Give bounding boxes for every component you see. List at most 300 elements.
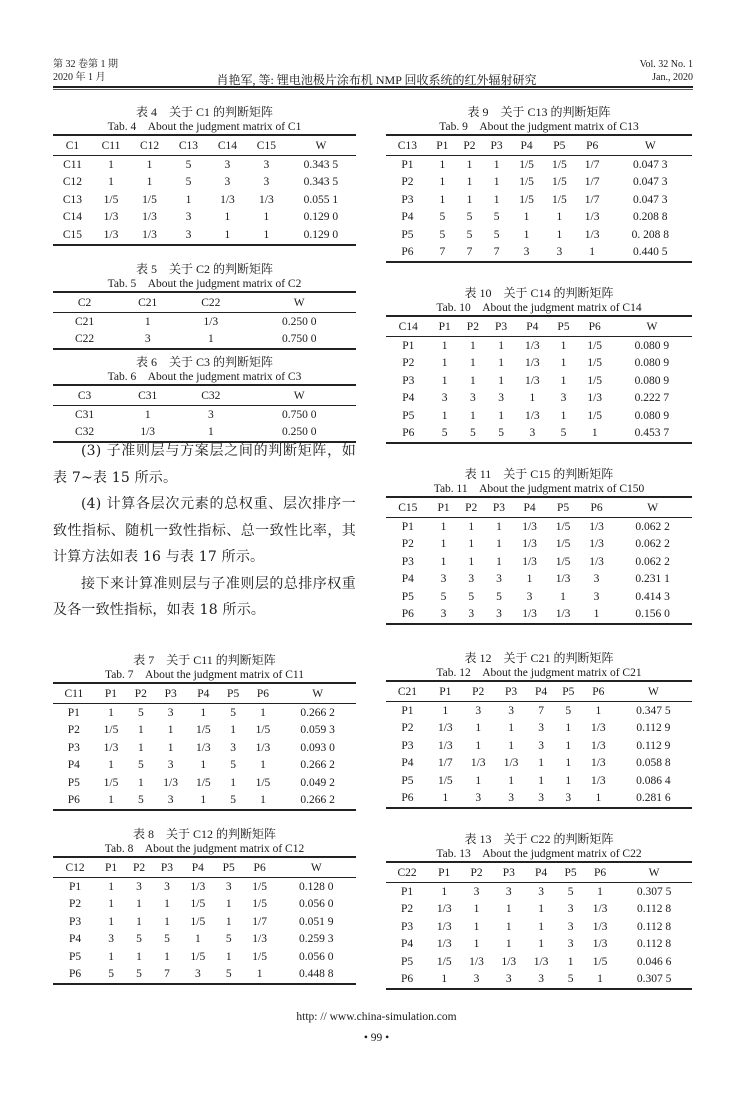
matrix-cell: 1: [538, 903, 544, 916]
column-header: P3: [492, 501, 506, 514]
matrix-cell: 1/5: [555, 555, 571, 568]
weight-cell: 0. 208 8: [631, 228, 669, 241]
matrix-cell: 5: [468, 590, 475, 603]
matrix-cell: 1: [207, 426, 214, 439]
matrix-cell: 1: [144, 408, 151, 421]
judgment-matrix: [386, 496, 692, 625]
matrix-cell: 1/3: [522, 555, 537, 568]
column-header: C15: [398, 501, 418, 514]
matrix-cell: 3: [225, 880, 232, 893]
matrix-cell: 1: [207, 333, 214, 346]
matrix-cell: 1: [498, 374, 504, 387]
matrix-cell: 1/3: [522, 608, 537, 621]
matrix-cell: 5: [137, 794, 144, 807]
table-header-row: [53, 857, 356, 878]
table-row: [386, 971, 692, 990]
row-label: P1: [400, 885, 414, 898]
matrix-cell: 5: [137, 759, 144, 772]
matrix-cell: 1/5: [252, 880, 267, 893]
date-cn: 2020 年 1 月: [53, 72, 106, 83]
table-header-row: [386, 135, 692, 156]
matrix-cell: 3: [224, 176, 231, 189]
matrix-cell: 1: [565, 774, 572, 787]
matrix-cell: 1/5: [552, 193, 567, 206]
matrix-cell: 1/5: [103, 724, 119, 737]
matrix-cell: 1/5: [195, 724, 211, 737]
matrix-cell: 1/3: [589, 520, 604, 533]
matrix-cell: 1/3: [140, 426, 156, 439]
matrix-cell: 1: [560, 339, 567, 352]
table-row: [53, 722, 356, 740]
table-row: [386, 936, 692, 954]
row-label: P3: [67, 741, 80, 754]
matrix-cell: 1/3: [522, 538, 537, 551]
matrix-cell: 3: [496, 608, 502, 621]
table-row: [53, 704, 356, 722]
row-label: P1: [68, 880, 82, 893]
matrix-cell: 3: [505, 885, 512, 898]
matrix-cell: 1: [230, 724, 236, 737]
matrix-cell: 1/3: [524, 357, 540, 370]
table-header-row: [386, 497, 692, 518]
matrix-cell: 5: [230, 759, 236, 772]
row-label: P3: [400, 920, 414, 933]
matrix-cell: 1: [508, 739, 514, 752]
matrix-cell: 1: [441, 409, 448, 422]
column-header: W: [293, 389, 305, 402]
table-row: [53, 878, 356, 896]
matrix-cell: 3: [108, 933, 114, 946]
column-header: C14: [217, 139, 238, 152]
matrix-cell: 5: [565, 704, 572, 717]
matrix-cell: 1/5: [587, 339, 603, 352]
weight-cell: 0.448 8: [299, 968, 334, 981]
matrix-cell: 1/5: [587, 357, 603, 370]
matrix-cell: 1: [225, 915, 232, 928]
row-label: P3: [68, 915, 82, 928]
table-row: [386, 918, 692, 936]
table-row: [386, 355, 692, 373]
table-row: [386, 953, 692, 971]
weight-cell: 0.062 2: [635, 555, 670, 568]
matrix-cell: 1/7: [584, 193, 600, 206]
matrix-cell: 1: [556, 228, 563, 241]
table-caption-en: Tab. 6 About the judgment matrix of C3: [107, 371, 302, 383]
matrix-cell: 1: [230, 776, 236, 789]
matrix-cell: 3: [470, 392, 476, 405]
matrix-cell: 1/5: [103, 776, 119, 789]
matrix-cell: 3: [567, 903, 574, 916]
matrix-cell: 5: [136, 968, 142, 981]
matrix-cell: 1/5: [592, 955, 608, 968]
row-label: P4: [67, 759, 80, 772]
table-caption-en: Tab. 11 About the judgment matrix of C150: [433, 483, 645, 495]
weight-cell: 0.250 0: [281, 426, 317, 439]
weight-cell: 0.051 9: [299, 915, 334, 928]
row-label: P6: [402, 427, 415, 440]
paragraph-4: (4) 计算各层次元素的总权重、层次排序一致性指标、随机一致性指标、总一致性比率，其计算方法如表 16 与表 17 所示。: [53, 496, 356, 565]
matrix-cell: 5: [466, 228, 473, 241]
row-label: C21: [74, 315, 95, 328]
weight-cell: 0.208 8: [633, 211, 668, 224]
matrix-cell: 3: [496, 573, 502, 586]
matrix-cell: 1/3: [252, 933, 267, 946]
matrix-cell: 1/5: [552, 176, 567, 189]
matrix-cell: 7: [439, 246, 446, 259]
row-label: P5: [401, 774, 414, 787]
matrix-cell: 5: [560, 427, 567, 440]
column-header: P4: [535, 685, 548, 698]
row-label: P4: [401, 573, 414, 586]
table-row: [386, 553, 692, 571]
row-label: P6: [401, 608, 414, 621]
weight-cell: 0.343 5: [303, 176, 339, 189]
matrix-cell: 5: [440, 590, 447, 603]
matrix-cell: 1: [441, 339, 448, 352]
row-label: P4: [400, 938, 414, 951]
table-row: [386, 209, 692, 227]
column-header: P6: [590, 501, 603, 514]
weight-cell: 0.440 5: [633, 246, 668, 259]
row-label: P6: [401, 792, 414, 805]
table-row: [53, 896, 356, 914]
table-8: [53, 827, 356, 985]
matrix-cell: 3: [468, 573, 475, 586]
matrix-cell: 5: [470, 427, 476, 440]
column-header: W: [644, 139, 656, 152]
table-row: [386, 772, 692, 790]
weight-cell: 0.093 0: [300, 741, 335, 754]
row-label: C12: [62, 176, 83, 189]
matrix-cell: 1: [505, 920, 512, 933]
matrix-cell: 1: [137, 776, 144, 789]
matrix-cell: 1: [508, 774, 514, 787]
table-header-row: [53, 385, 356, 406]
body-text: [53, 438, 356, 624]
matrix-cell: 1/5: [436, 955, 452, 968]
weight-cell: 0.080 9: [634, 339, 670, 352]
column-header: P1: [437, 501, 450, 514]
row-label: P2: [400, 903, 414, 916]
table-row: [53, 313, 356, 331]
matrix-cell: 5: [498, 427, 504, 440]
matrix-cell: 5: [496, 590, 502, 603]
judgment-matrix: [53, 856, 356, 985]
matrix-cell: 5: [439, 211, 446, 224]
matrix-cell: 1: [498, 357, 504, 370]
table-row: [386, 720, 692, 738]
weight-cell: 0.259 3: [299, 933, 334, 946]
matrix-cell: 1: [493, 176, 500, 189]
matrix-cell: 1: [108, 794, 114, 807]
matrix-cell: 3: [185, 211, 192, 224]
matrix-cell: 3: [565, 792, 572, 805]
matrix-cell: 1: [493, 158, 500, 171]
paragraph-5: 接下来计算准则层与子准则层的总排序权重及各一致性指标，如表 18 所示。: [53, 575, 356, 618]
matrix-cell: 1/3: [436, 920, 452, 933]
matrix-cell: 1: [260, 794, 266, 807]
matrix-cell: 1: [439, 158, 446, 171]
column-header: P2: [470, 866, 483, 879]
table-caption-en: Tab. 7 About the judgment matrix of C11: [104, 669, 305, 681]
column-header: C12: [139, 139, 160, 152]
column-header: P2: [472, 685, 485, 698]
column-header: P1: [104, 687, 118, 700]
table-row: [386, 571, 692, 589]
table-row: [386, 606, 692, 625]
matrix-cell: 1: [224, 228, 231, 241]
matrix-cell: 3: [560, 392, 567, 405]
matrix-cell: 1/5: [195, 776, 211, 789]
column-header: C15: [256, 139, 276, 152]
table-row: [53, 948, 356, 966]
matrix-cell: 1: [108, 898, 114, 911]
matrix-cell: 1: [194, 933, 201, 946]
matrix-cell: 1: [167, 741, 174, 754]
row-label: C13: [62, 193, 83, 206]
column-header: P2: [465, 501, 478, 514]
column-header: C3: [77, 389, 92, 402]
row-label: C22: [74, 333, 95, 346]
matrix-cell: 5: [230, 794, 236, 807]
table-caption-cn: 表 7 关于 C11 的判断矩阵: [133, 653, 276, 667]
row-label: C31: [74, 408, 95, 421]
matrix-cell: 1: [496, 520, 502, 533]
row-label: P3: [401, 555, 414, 568]
column-header: P3: [164, 687, 177, 700]
matrix-cell: 5: [164, 933, 170, 946]
row-label: P1: [401, 704, 414, 717]
row-label: P1: [402, 339, 415, 352]
matrix-cell: 1: [260, 706, 266, 719]
matrix-cell: 1: [470, 409, 476, 422]
matrix-cell: 1/5: [190, 898, 206, 911]
table-10: [386, 286, 692, 444]
matrix-cell: 1: [508, 722, 514, 735]
matrix-cell: 1: [466, 176, 473, 189]
column-header: C22: [397, 866, 417, 879]
column-header: C21: [397, 685, 418, 698]
judgment-matrix: [53, 134, 356, 246]
table-row: [386, 536, 692, 554]
matrix-cell: 5: [441, 427, 448, 440]
matrix-cell: 1/3: [501, 955, 517, 968]
row-label: P6: [67, 794, 80, 807]
matrix-cell: 3: [556, 246, 563, 259]
column-header: P1: [438, 320, 451, 333]
table-row: [386, 407, 692, 425]
matrix-cell: 1: [108, 176, 114, 189]
table-caption-cn: 表 9 关于 C13 的判断矩阵: [467, 105, 611, 119]
weight-cell: 0.266 2: [300, 706, 335, 719]
matrix-cell: 1/3: [589, 538, 604, 551]
matrix-cell: 3: [593, 573, 600, 586]
matrix-cell: 1: [470, 339, 476, 352]
matrix-cell: 1/5: [587, 374, 603, 387]
row-label: P5: [401, 228, 414, 241]
matrix-cell: 3: [167, 794, 174, 807]
weight-cell: 0.058 8: [636, 757, 671, 770]
column-header: P1: [104, 861, 118, 874]
matrix-cell: 3: [567, 920, 574, 933]
row-label: P5: [401, 590, 414, 603]
weight-cell: 0.047 3: [633, 193, 668, 206]
column-header: C1: [65, 139, 80, 152]
matrix-cell: 1: [146, 176, 153, 189]
matrix-cell: 1: [108, 706, 114, 719]
matrix-cell: 1: [164, 915, 170, 928]
row-label: P6: [401, 246, 414, 259]
matrix-cell: 1: [538, 774, 544, 787]
row-label: P3: [401, 739, 414, 752]
weight-cell: 0.062 2: [635, 538, 670, 551]
weight-cell: 0.112 9: [636, 739, 671, 752]
judgment-matrix: [386, 861, 692, 990]
matrix-cell: 1: [439, 193, 446, 206]
weight-cell: 0.453 7: [634, 427, 670, 440]
matrix-cell: 1/5: [142, 193, 157, 206]
row-label: P1: [401, 158, 414, 171]
matrix-cell: 1/7: [584, 176, 600, 189]
table-row: [386, 702, 692, 720]
row-label: P2: [401, 176, 414, 189]
judgment-matrix: [386, 134, 692, 263]
matrix-cell: 3: [526, 590, 533, 603]
matrix-cell: 3: [468, 608, 475, 621]
row-label: P2: [68, 898, 82, 911]
matrix-cell: 1: [560, 357, 567, 370]
matrix-cell: 1/5: [555, 520, 571, 533]
matrix-cell: 1/5: [103, 193, 119, 206]
weight-cell: 0.086 4: [636, 774, 671, 787]
weight-cell: 0.343 5: [303, 158, 339, 171]
matrix-cell: 1/3: [592, 920, 608, 933]
matrix-cell: 3: [207, 408, 214, 421]
matrix-cell: 1/5: [519, 176, 534, 189]
matrix-cell: 1: [505, 938, 512, 951]
column-header: P6: [253, 861, 266, 874]
matrix-cell: 7: [466, 246, 473, 259]
matrix-cell: 1: [505, 903, 512, 916]
header-rule-thick: [53, 86, 693, 88]
table-7: [53, 653, 356, 811]
matrix-cell: 1: [441, 374, 448, 387]
column-header: C22: [201, 296, 221, 309]
matrix-cell: 3: [144, 333, 151, 346]
matrix-cell: 1/3: [584, 228, 600, 241]
matrix-cell: 3: [230, 741, 236, 754]
column-header: P5: [222, 861, 235, 874]
row-label: P4: [401, 211, 414, 224]
matrix-cell: 1: [565, 739, 572, 752]
matrix-cell: 5: [185, 158, 192, 171]
table-row: [386, 390, 692, 408]
matrix-cell: 1: [567, 955, 574, 968]
column-header: P4: [191, 861, 204, 874]
matrix-cell: 1: [263, 228, 270, 241]
judgment-matrix: [53, 682, 356, 811]
matrix-cell: 1: [523, 211, 530, 224]
matrix-cell: 1: [108, 950, 114, 963]
table-row: [386, 755, 692, 773]
matrix-cell: 1: [137, 724, 144, 737]
matrix-cell: 1: [475, 739, 482, 752]
matrix-cell: 1: [468, 520, 475, 533]
matrix-cell: 1: [225, 898, 232, 911]
weight-cell: 0.056 0: [299, 898, 334, 911]
matrix-cell: 1/3: [103, 211, 119, 224]
table-row: [386, 226, 692, 244]
weight-cell: 0.049 2: [300, 776, 335, 789]
column-header: C11: [64, 687, 84, 700]
table-row: [53, 226, 356, 245]
column-header: C14: [398, 320, 418, 333]
column-header: P6: [256, 687, 270, 700]
matrix-cell: 1: [473, 938, 480, 951]
table-caption-en: Tab. 10 About the judgment matrix of C14: [436, 302, 642, 314]
matrix-cell: 3: [475, 704, 482, 717]
table-caption-cn: 表 10 关于 C14 的判断矩阵: [464, 286, 614, 300]
row-label: P6: [400, 973, 414, 986]
matrix-cell: 1/3: [470, 757, 486, 770]
matrix-cell: 1: [468, 538, 475, 551]
weight-cell: 0.250 0: [281, 315, 317, 328]
column-header: C32: [201, 389, 221, 402]
matrix-cell: 1: [200, 759, 207, 772]
column-header: P6: [592, 685, 605, 698]
column-header: P2: [134, 687, 147, 700]
matrix-cell: 7: [164, 968, 170, 981]
matrix-cell: 1: [473, 903, 480, 916]
matrix-cell: 1/3: [524, 374, 540, 387]
table-caption-en: Tab. 8 About the judgment matrix of C12: [104, 843, 305, 855]
judgment-matrix: [386, 680, 692, 809]
table-12: [386, 651, 692, 809]
table-row: [386, 790, 692, 809]
matrix-cell: 1: [526, 573, 533, 586]
matrix-cell: 1: [225, 950, 232, 963]
matrix-cell: 1/5: [255, 776, 271, 789]
volume-issue-en: Vol. 32 No. 1: [639, 59, 693, 70]
weight-cell: 0.047 3: [633, 176, 668, 189]
judgment-matrix: [53, 384, 356, 443]
column-header: P3: [495, 320, 508, 333]
matrix-cell: 1: [498, 339, 504, 352]
matrix-cell: 1/3: [592, 938, 608, 951]
column-header: P2: [466, 320, 479, 333]
matrix-cell: 1/3: [436, 903, 452, 916]
table-row: [53, 931, 356, 949]
matrix-cell: 1: [565, 722, 572, 735]
weight-cell: 0.047 3: [633, 158, 668, 171]
matrix-cell: 3: [441, 392, 448, 405]
weight-cell: 0.281 6: [636, 792, 671, 805]
matrix-cell: 1: [442, 704, 449, 717]
table-row: [53, 739, 356, 757]
weight-cell: 0.129 0: [303, 211, 339, 224]
table-row: [53, 174, 356, 192]
weight-cell: 0.055 1: [303, 193, 339, 206]
matrix-cell: 1/3: [524, 339, 540, 352]
weight-cell: 0.080 9: [634, 374, 670, 387]
weight-cell: 0.080 9: [634, 357, 670, 370]
matrix-cell: 1/3: [142, 211, 157, 224]
matrix-cell: 1: [556, 211, 563, 224]
weight-cell: 0.347 5: [636, 704, 671, 717]
matrix-cell: 3: [473, 973, 480, 986]
matrix-cell: 1: [164, 950, 170, 963]
matrix-cell: 5: [466, 211, 473, 224]
